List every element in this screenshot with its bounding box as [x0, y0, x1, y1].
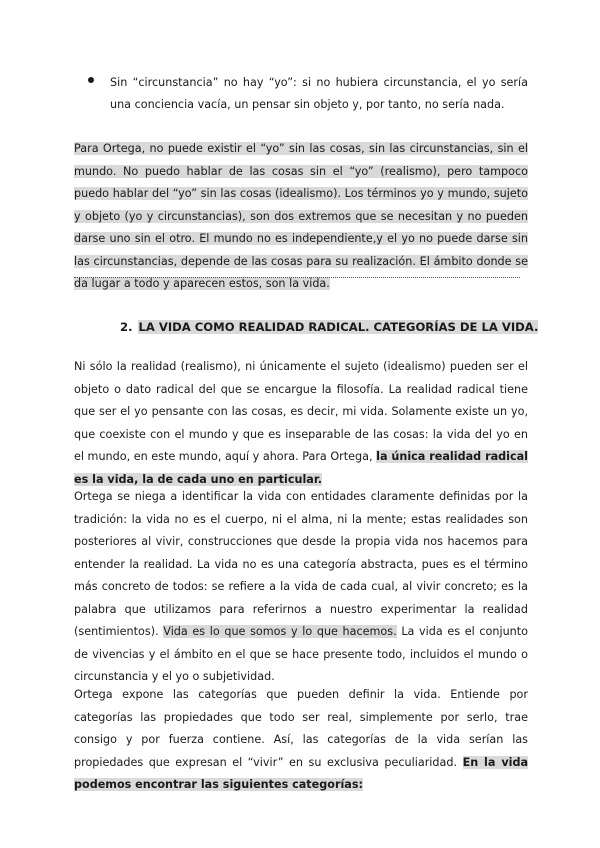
paragraph-realidad-radical-bold: la única realidad radical es la vida, la de cada uno en particular. [74, 450, 528, 486]
section-heading [120, 318, 538, 336]
bullet-text: Sin “circunstancia” no hay “yo”: si no hubiera circunstancia, el yo sería una conciencia vacía, un pensar sin objeto y, por tanto, no sería nada. [110, 76, 528, 111]
paragraph-vida-identidad-highlight: Vida es lo que somos y lo que hacemos. [163, 625, 397, 638]
paragraph-ortega-yo [74, 138, 528, 296]
section-number: 2. [120, 320, 133, 334]
paragraph-categorias [74, 684, 528, 797]
paragraph-ortega-yo-text: Para Ortega, no puede existir el “yo” sin las cosas, sin las circunstancias, sin el mundo. No puedo hablar de las cosas sin el “yo” (realismo), pero tampoco puedo hablar del “yo” sin las cosas (idealismo). Los términos yo y mundo, sujeto y objeto (yo y circunstancias), son dos extremos que se necesitan y no pueden darse uno sin el otro. El mundo no es independiente,y el yo no puede darse sin las circunstancias, depende de las cosas para su realización. El ámbito donde se da lugar a todo y aparecen estos, son la vida. [74, 142, 528, 290]
section-title: LA VIDA COMO REALIDAD RADICAL. CATEGORÍAS DE LA VIDA. [138, 320, 539, 334]
paragraph-realidad-radical-text: Ni sólo la realidad (realismo), ni únicamente el sujeto (idealismo) pueden ser el objeto o dato radical del que se encargue la filosofía. La realidad radical tiene que ser el yo pensante con las cosas, es decir, mi vida. Solamente existe un yo, que coexiste con el mundo y que es inseparable de las cosas: la vida del yo en el mundo, en este mundo, aquí y ahora. Para Ortega, [74, 360, 528, 463]
paragraph-vida-identidad-text: Ortega se niega a identificar la vida con entidades claramente definidas por la tradición: la vida no es el cuerpo, ni el alma, ni la mente; estas realidades son posteriores al vivir, construcciones que desde la propia vida nos hacemos para entender la realidad. La vida no es una categoría abstracta, pues es el término más concreto de todos: se refiere a la vida de cada cual, al vivir concreto; es la palabra que utilizamos para referirnos a nuestro experimentar la realidad (sentimientos). [74, 490, 528, 638]
paragraph-categorias-bold: En la vida podemos encontrar las siguientes categorías: [74, 755, 529, 791]
paragraph-categorias-text: Ortega expone las categorías que pueden definir la vida. Entiende por categorías las propiedades que todo ser real, simplemente por serlo, trae consigo y por fuerza contiene. Así, las categorías de la vida serían las propiedades que expresan el “vivir” en su exclusiva peculiaridad. [74, 688, 528, 769]
bullet-dot-icon [88, 77, 94, 83]
paragraph-vida-identidad-tail: La vida es el conjunto de vivencias y el ámbito en el que se hace presente todo, incluidos el mundo o circunstancia y el yo o subjetividad. [74, 625, 528, 683]
dotted-separator [74, 277, 520, 278]
paragraph-realidad-radical [74, 356, 528, 491]
paragraph-vida-identidad [74, 486, 528, 689]
